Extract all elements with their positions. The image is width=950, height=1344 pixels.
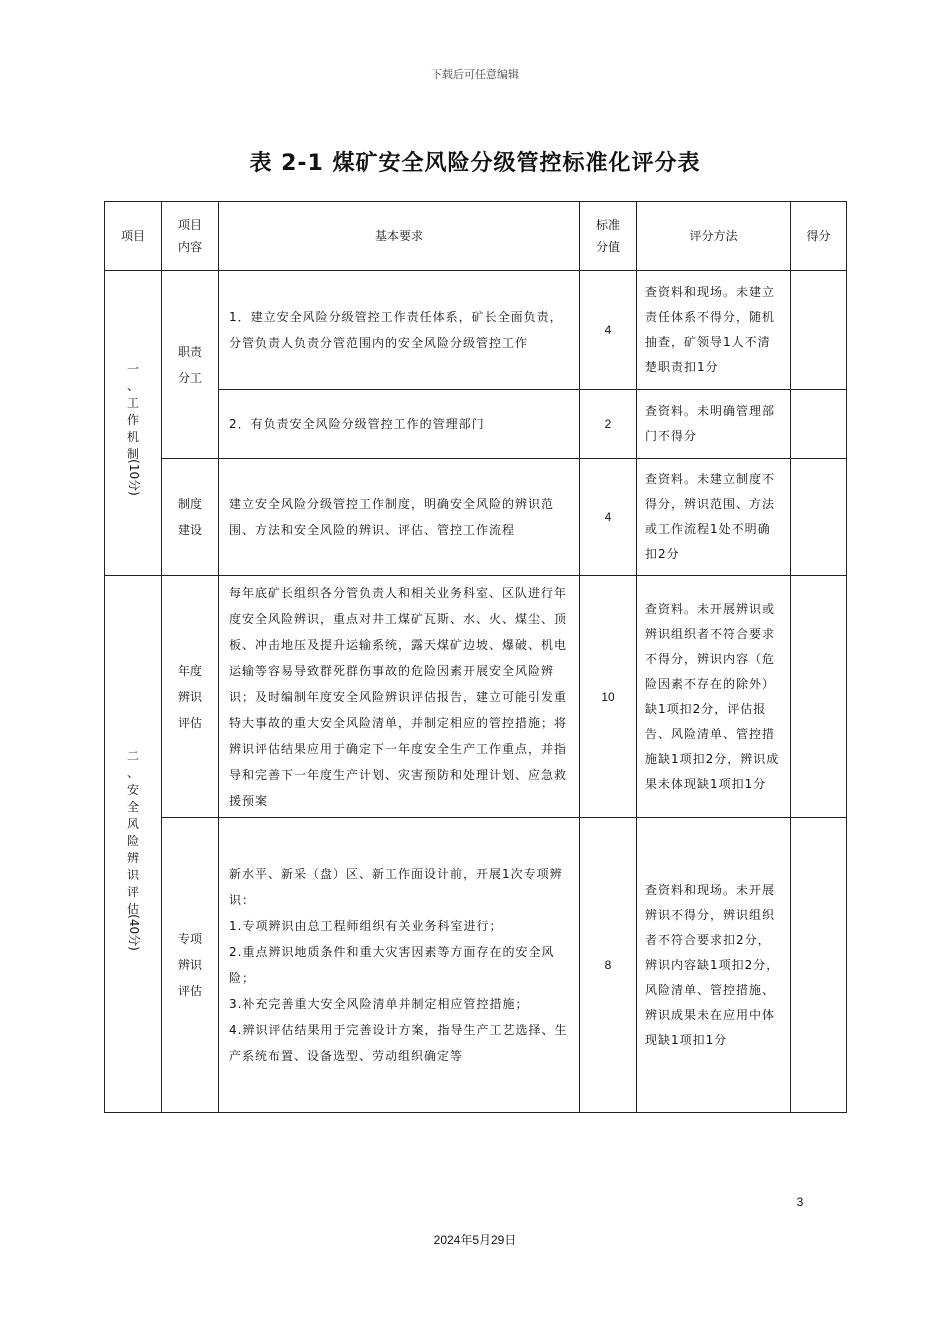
page-number: 3: [796, 1195, 804, 1209]
header-item: 项目: [105, 202, 162, 271]
section2-label-points: (40分): [126, 913, 141, 951]
section1-label-char: 一: [126, 361, 139, 376]
method-cell: 查资料。未明确管理部门不得分: [637, 390, 791, 459]
footer-date: 2024年5月29日: [433, 1233, 517, 1247]
section1-label-points: (10分): [126, 458, 141, 496]
requirement-line: 2.重点辨识地质条件和重大灾害因素等方面存在的安全风险；: [229, 945, 555, 985]
method-cell: 查资料。未建立制度不得分，辨识范围、方法或工作流程1处不明确扣2分: [637, 459, 791, 576]
requirement-line: 1.专项辨识由总工程师组织有关业务科室进行；: [229, 919, 503, 933]
section2-label-char: 评: [126, 884, 139, 899]
header-content: 项目 内容: [162, 202, 219, 271]
score-cell: 4: [580, 459, 637, 576]
section2-label-char: 全: [126, 799, 139, 814]
section1-label-char: 工: [126, 395, 139, 410]
method-cell: 查资料和现场。未建立责任体系不得分，随机抽查，矿领导1人不清楚职责扣1分: [637, 271, 791, 390]
content-cell: 制度 建设: [162, 459, 219, 576]
method-cell: 查资料和现场。未开展辨识不得分，辨识组织者不符合要求扣2分，辨识内容缺1项扣2分，风险清单、管控措施、辨识成果未在应用中体现缺1项扣1分: [637, 818, 791, 1113]
section-label-work-mechanism: [105, 271, 162, 576]
got-cell[interactable]: [791, 818, 847, 1113]
header-note: 下载后可任意编辑: [431, 68, 519, 81]
section-label-risk-identification: [105, 576, 162, 1113]
table-row: [105, 271, 847, 390]
requirement-line: 3.补充完善重大安全风险清单并制定相应管控措施；: [229, 997, 529, 1011]
header-method: 评分方法: [637, 202, 791, 271]
requirement-cell: 1．建立安全风险分级管控工作责任体系，矿长全面负责，分管负责人负责分管范围内的安全风险分级管控工作: [219, 271, 580, 390]
score-cell: 2: [580, 390, 637, 459]
section2-label-char: 险: [126, 833, 139, 848]
section2-label-char: 安: [126, 782, 139, 797]
section2-label-char: 辨: [126, 850, 139, 865]
scoring-table: [104, 201, 847, 1113]
score-cell: 4: [580, 271, 637, 390]
table-row: [105, 818, 847, 1113]
requirement-cell: 建立安全风险分级管控工作制度，明确安全风险的辨识范围、方法和安全风险的辨识、评估、管控工作流程: [219, 459, 580, 576]
section2-label-char: 识: [126, 867, 139, 882]
content-cell: 年度 辨识 评估: [162, 576, 219, 818]
section2-label-char: 风: [126, 816, 139, 831]
score-cell: 8: [580, 818, 637, 1113]
section1-label-char: 、: [126, 378, 139, 393]
requirement-cell: [219, 818, 580, 1113]
section2-label-char: 二: [126, 748, 139, 763]
header-row: [105, 202, 847, 271]
requirement-line: 4.辨识评估结果用于完善设计方案，指导生产工艺选择、生产系统布置、设备选型、劳动组织确定等: [229, 1023, 568, 1063]
requirement-cell: 每年底矿长组织各分管负责人和相关业务科室、区队进行年度安全风险辨识，重点对井工煤矿瓦斯、水、火、煤尘、顶板、冲击地压及提升运输系统，露天煤矿边坡、爆破、机电运输等容易导致群死群伤事故的危险因素开展安全风险辨识；及时编制年度安全风险辨识评估报告，建立可能引发重特大事故的重大安全风险清单，并制定相应的管控措施；将辨识评估结果应用于确定下一年度安全生产工作重点，并指导和完善下一年度生产计划、灾害预防和处理计划、应急救援预案: [219, 576, 580, 818]
header-got: 得分: [791, 202, 847, 271]
got-cell[interactable]: [791, 390, 847, 459]
got-cell[interactable]: [791, 576, 847, 818]
section1-label-char: 作: [126, 412, 139, 427]
requirement-cell: 2．有负责安全风险分级管控工作的管理部门: [219, 390, 580, 459]
got-cell[interactable]: [791, 459, 847, 576]
content-cell: 专项 辨识 评估: [162, 818, 219, 1113]
section2-label-char: 估: [126, 901, 139, 916]
section2-label-char: 、: [126, 765, 139, 780]
got-cell[interactable]: [791, 271, 847, 390]
table-row: [105, 459, 847, 576]
content-cell: 职责 分工: [162, 271, 219, 459]
section1-label-char: 机: [126, 429, 139, 444]
requirement-line: 新水平、新采（盘）区、新工作面设计前，开展1次专项辨识：: [229, 867, 563, 907]
section1-label-char: 制: [126, 446, 139, 461]
header-score: 标准 分值: [580, 202, 637, 271]
header-requirement: 基本要求: [219, 202, 580, 271]
score-cell: 10: [580, 576, 637, 818]
page-title: 表 2-1 煤矿安全风险分级管控标准化评分表: [249, 151, 701, 176]
table-row: [105, 576, 847, 818]
method-cell: 查资料。未开展辨识或辨识组织者不符合要求不得分，辨识内容（危险因素不存在的除外）缺1项扣2分，评估报告、风险清单、管控措施缺1项扣2分，辨识成果未体现缺1项扣1分: [637, 576, 791, 818]
